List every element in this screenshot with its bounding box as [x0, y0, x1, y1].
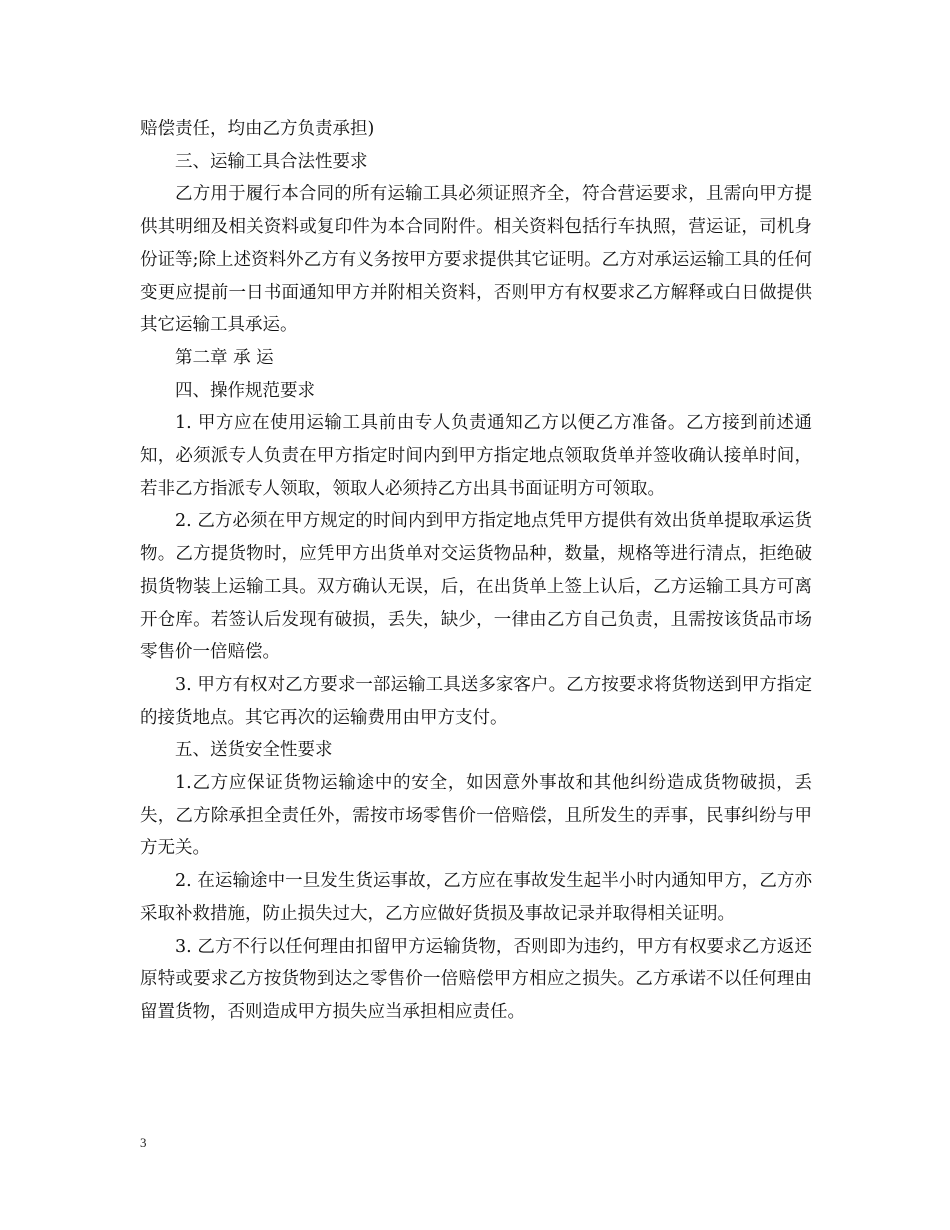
- heading-section-3: 三、运输工具合法性要求: [175, 151, 368, 172]
- paragraph-safety-1: 1.乙方应保证货物运输途中的安全，如因意外事故和其他纠纷造成货物破损，丢失，乙方除承担全责任外，需按市场零售价一倍赔偿，且所发生的弄事，民事纠纷与甲方无关。: [140, 773, 812, 859]
- heading-section-4: 四、操作规范要求: [175, 380, 315, 401]
- heading-section-5: 五、送货安全性要求: [175, 740, 333, 761]
- paragraph-liability-tail: 赔偿责任，均由乙方负责承担): [140, 119, 375, 139]
- document-body: [140, 113, 812, 1029]
- paragraph-safety-3: 3. 乙方不行以任何理由扣留甲方运输货物，否则即为违约，甲方有权要求乙方返还原特或要求乙方按货物到达之零售价一倍赔偿甲方相应之损失。乙方承诺不以任何理由留置货物，否则造成甲方损失应当承担相应责任。: [140, 936, 812, 1022]
- paragraph-vehicle-requirements: 乙方用于履行本合同的所有运输工具必须证照齐全，符合营运要求，且需向甲方提供其明细及相关资料或复印件为本合同附件。相关资料包括行车执照，营运证，司机身份证等;除上述资料外乙方有义务按甲方要求提供其它证明。乙方对承运运输工具的任何变更应提前一日书面通知甲方并附相关资料，否则甲方有权要求乙方解释或白日做提供其它运输工具承运。: [140, 184, 812, 336]
- paragraph-operation-1: 1. 甲方应在使用运输工具前由专人负责通知乙方以便乙方准备。乙方接到前述通知，必须派专人负责在甲方指定时间内到甲方指定地点领取货单并签收确认接单时间，若非乙方指派专人领取，领取人必须持乙方出具书面证明方可领取。: [140, 413, 812, 499]
- heading-chapter-2: 第二章 承 运: [175, 347, 274, 368]
- paragraph-operation-3: 3. 甲方有权对乙方要求一部运输工具送多家客户。乙方按要求将货物送到甲方指定的接货地点。其它再次的运输费用由甲方支付。: [140, 674, 812, 728]
- paragraph-safety-2: 2. 在运输途中一旦发生货运事故，乙方应在事故发生起半小时内通知甲方，乙方亦采取补救措施，防止损失过大，乙方应做好货损及事故记录并取得相关证明。: [140, 871, 812, 924]
- paragraph-operation-2: 2. 乙方必须在甲方规定的时间内到甲方指定地点凭甲方提供有效出货单提取承运货物。乙方提货物时，应凭甲方出货单对交运货物品种，数量，规格等进行清点，拒绝破损货物装上运输工具。双方确认无误，后，在出货单上签上认后，乙方运输工具方可离开仓库。若签认后发现有破损，丢失，缺少，一律由乙方自己负责，且需按该货品市场零售价一倍赔偿。: [140, 511, 812, 663]
- page-number: 3: [140, 1135, 147, 1150]
